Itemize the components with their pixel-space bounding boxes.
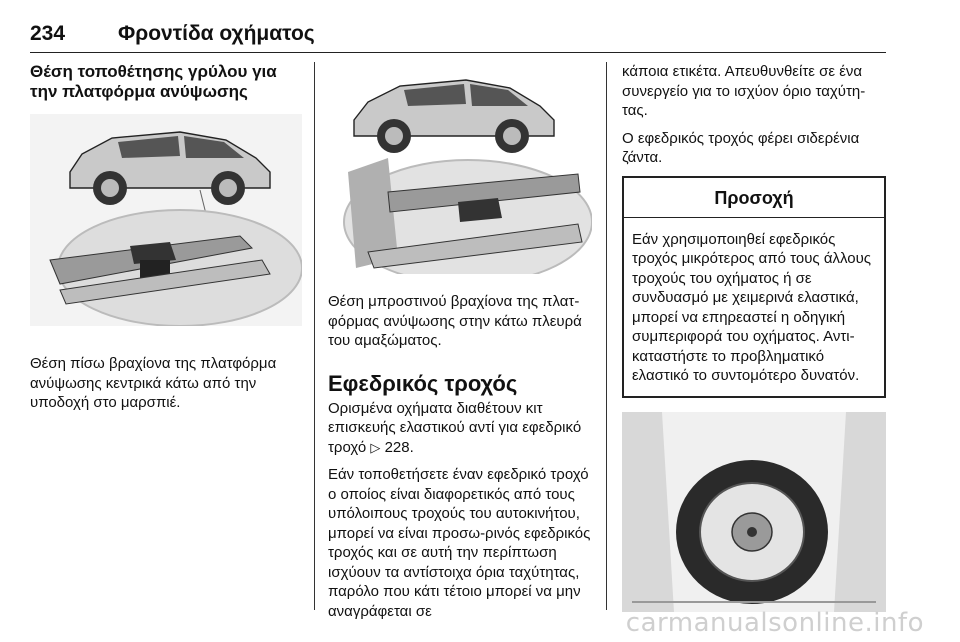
- caution-box: [622, 176, 886, 398]
- column-1: [30, 62, 302, 413]
- column-2: [328, 62, 592, 621]
- jack-position-heading: Θέση τοποθέτησης γρύλου για την πλατφόρμα ανύψωσης: [30, 62, 277, 101]
- front-lift-arm-caption: Θέση μπροστινού βραχίονα της πλατ-φόρμας ανύψωσης στην κάτω πλευρά του αμαξώματος.: [328, 293, 582, 349]
- spare-wheel-illustration: [622, 412, 886, 612]
- chapter-title: Φροντίδα οχήματος: [118, 22, 315, 45]
- page-header: [30, 18, 886, 52]
- caution-title: Προσοχή: [624, 178, 884, 218]
- steel-rim-paragraph: Ο εφεδρικός τροχός φέρει σιδερένια ζάντα.: [622, 129, 860, 166]
- repair-kit-text: Ορισμένα οχήματα διαθέτουν κιτ επισκευής ελαστικού αντί για εφεδρικό τροχό: [328, 399, 582, 456]
- page-reference-icon: ▷: [370, 439, 381, 455]
- column-3: [622, 62, 886, 612]
- page-reference-link[interactable]: 228.: [384, 438, 414, 456]
- header-divider: [30, 52, 886, 53]
- watermark: carmanualsonline.info: [625, 608, 924, 638]
- rear-lift-arm-caption: Θέση πίσω βραχίονα της πλατφόρμα ανύψωσης κεντρικά κάτω από την υποδοχή στο μαρσπιέ.: [30, 355, 277, 411]
- repair-kit-paragraph: [328, 399, 592, 458]
- spare-wheel-section-title: Εφεδρικός τροχός: [328, 370, 518, 396]
- front-lift-arm-illustration: [328, 62, 592, 274]
- column-divider-1: [314, 62, 315, 610]
- temporary-spare-paragraph: Εάν τοποθετήσετε έναν εφεδρικό τροχό ο οποίος είναι διαφορετικός από τους υπόλοιπους τροχούς του αυτοκινήτου, μπορεί να είναι προσω-ρινός εφεδρικός τροχός και σε αυτή την περίπτωση ισχύουν τα αντίστοιχα όρια ταχύτητας, παρόλο που κάτι τέτοιο μπορεί να μην αναγράφεται σε: [328, 466, 591, 620]
- page-number: 234: [30, 22, 66, 45]
- speed-limit-paragraph: κάποια ετικέτα. Απευθυνθείτε σε ένα συνεργείο για το ισχύον όριο ταχύτη-τας.: [622, 63, 866, 119]
- rear-lift-arm-illustration: [30, 114, 302, 326]
- caution-body: Εάν χρησιμοποιηθεί εφεδρικός τροχός μικρότερος από τους άλλους τροχούς του οχήματος ή σε συνδυασμό με χειμερινά ελαστικά, μπορεί να επηρεαστεί η οδηγική συμπεριφορά του οχήματος. Αντι-καταστήστε το προβληματικό ελαστικό το συντομότερο δυνατόν.: [632, 230, 872, 384]
- column-divider-2: [606, 62, 607, 610]
